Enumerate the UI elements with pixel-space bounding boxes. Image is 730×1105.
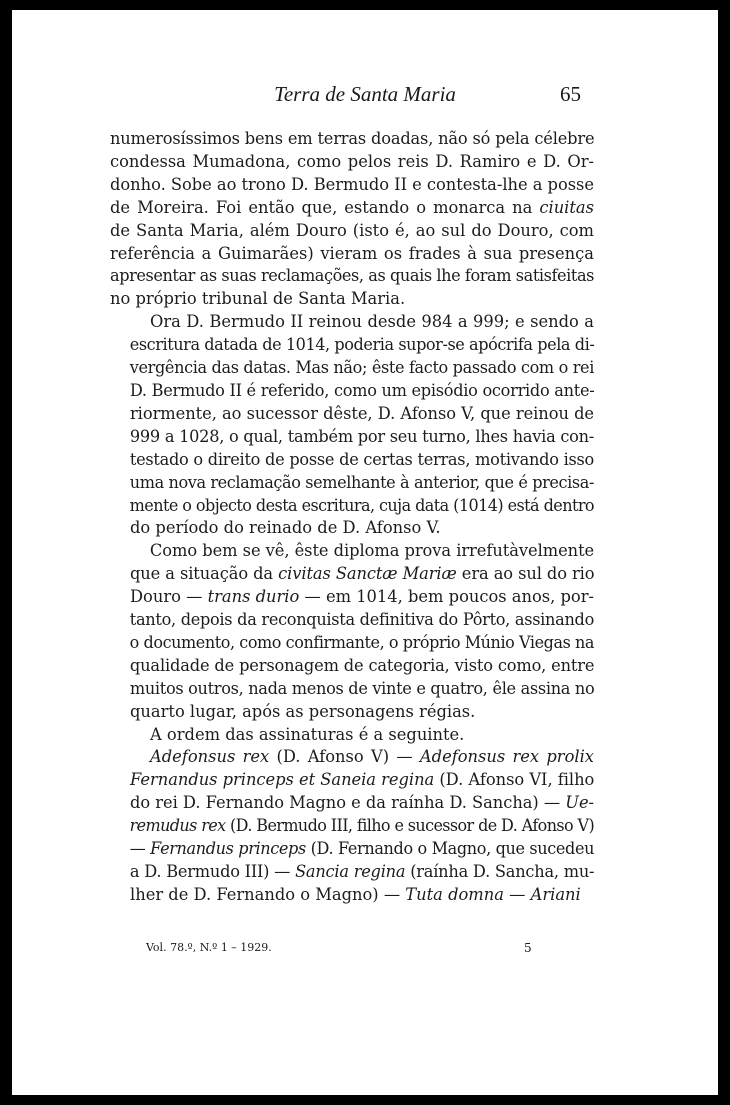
text-line: [110, 265, 594, 288]
text-line: [110, 769, 594, 792]
text-run: quarto lugar, após as personagens régias.: [130, 701, 476, 721]
text-line: [110, 403, 594, 426]
text-run: a D. Bermudo III) —: [129, 862, 296, 881]
text-run: donho. Sobe ao trono D. Bermudo II e contesta-lhe a posse: [110, 174, 594, 194]
text-line: [110, 678, 594, 701]
text-run: —: [129, 839, 151, 859]
text-run: referência a Guimarães) vieram os frades à sua presença: [110, 243, 594, 263]
text-line: [110, 746, 594, 769]
italic-text: Fernandus princeps: [150, 839, 306, 859]
text-run: tanto, depois da reconquista definitiva do Pôrto, assinando: [129, 610, 594, 630]
text-run: no próprio tribunal de Santa Maria.: [110, 289, 406, 309]
text-run: Douro —: [130, 587, 208, 607]
italic-text: Tuta domna: [405, 884, 504, 904]
text-run: Como bem se vê, êste diploma prova irrefutàvelmente: [149, 541, 595, 561]
paragraph: [110, 311, 594, 540]
text-run: uma nova reclamação semelhante à anterior, que é precisa-: [129, 472, 594, 492]
text-run: (D. Fernando o Magno, que sucedeu: [305, 839, 595, 859]
text-line: [110, 838, 594, 861]
text-run: D. Bermudo II é referido, como um episódio ocorrido ante-: [129, 380, 595, 400]
paragraph: [110, 540, 594, 723]
text-run: era ao sul do rio: [456, 564, 595, 584]
volume-signature: Vol. 78.º, N.º 1 – 1929.: [146, 941, 272, 954]
text-line: [110, 151, 594, 174]
text-run: riormente, ao sucessor dêste, D. Afonso V, que reinou de: [129, 403, 594, 423]
text-run: (D. Afonso V) —: [269, 747, 420, 767]
text-run: vergência das datas. Mas não; êste facto passado com o rei: [129, 358, 594, 378]
text-run: que a situação da: [129, 564, 279, 584]
text-run: (D. Afonso VI, filho: [434, 770, 595, 790]
italic-text: ciuitas: [539, 197, 594, 217]
italic-text: remudus rex: [129, 816, 226, 836]
italic-text: trans durio: [207, 587, 300, 607]
text-line: [110, 243, 594, 266]
text-line: [110, 632, 594, 655]
text-run: A ordem das assinaturas é a seguinte.: [150, 724, 465, 744]
text-line: [110, 517, 594, 540]
text-line: [110, 197, 594, 220]
text-run: (raínha D. Sancha, mu-: [405, 862, 595, 881]
text-line: [110, 495, 594, 518]
text-run: o documento, como confirmante, o próprio Múnio Viegas na: [129, 632, 595, 652]
text-run: 999 a 1028, o qual, também por seu turno, lhes havia con-: [129, 426, 594, 446]
text-line: [110, 380, 594, 403]
text-line: [110, 815, 594, 838]
text-run: mente o objecto desta escritura, cuja data (1014) está dentro: [129, 495, 594, 515]
text-line: [110, 884, 594, 907]
text-run: qualidade de personagem de categoria, visto como, entre: [129, 655, 595, 675]
italic-text: Adefonsus rex: [150, 747, 270, 767]
italic-text: Ariani: [530, 884, 581, 904]
text-line: [110, 701, 594, 724]
page-footer: [146, 941, 586, 961]
book-page: [12, 10, 718, 1095]
text-run: muitos outros, nada menos de vinte e quatro, êle assina no: [129, 678, 595, 698]
text-run: testado o direito de posse de certas terras, motivando isso: [129, 449, 594, 469]
text-run: de Moreira. Foi então que, estando o monarca na: [110, 197, 540, 217]
text-line: [110, 220, 594, 243]
text-line: [110, 174, 594, 197]
italic-text: Sancia regina: [295, 862, 406, 881]
text-line: [110, 609, 594, 632]
paragraph: [110, 724, 594, 747]
text-line: [110, 128, 594, 151]
body-text: [110, 128, 594, 907]
sheet-number: 5: [524, 941, 532, 955]
text-line: [110, 311, 594, 334]
italic-text: Adefonsus rex prolix: [419, 747, 594, 767]
paragraph: [110, 128, 594, 311]
text-run: condessa Mumadona, como pelos reis D. Ramiro e D. Or-: [110, 151, 594, 171]
italic-text: civitas Sanctæ Mariæ: [278, 564, 457, 584]
text-run: Ora D. Bermudo II reinou desde 984 a 999; e sendo a: [150, 312, 594, 332]
text-line: [110, 586, 594, 609]
page-header: [12, 80, 718, 110]
text-run: numerosíssimos bens em terras doadas, não só pela célebre: [110, 129, 595, 148]
text-line: [110, 724, 594, 747]
text-run: —: [503, 884, 531, 904]
text-line: [110, 472, 594, 495]
text-line: [110, 288, 594, 311]
page-number: 65: [560, 82, 581, 106]
running-title: Terra de Santa Maria: [274, 82, 456, 106]
text-run: de Santa Maria, além Douro (isto é, ao sul do Douro, com: [110, 220, 594, 240]
text-run: do rei D. Fernando Magno e da raínha D. Sancha) —: [129, 793, 566, 813]
text-run: do período do reinado de D. Afonso V.: [130, 518, 441, 538]
text-line: [110, 861, 594, 884]
text-line: [110, 792, 594, 815]
italic-text: Fernandus princeps et Saneia regina: [130, 770, 435, 790]
text-run: escritura datada de 1014, poderia supor-se apócrifa pela di-: [129, 335, 595, 355]
text-run: (D. Bermudo III, filho e sucessor de D. Afonso V): [225, 816, 595, 836]
text-line: [110, 334, 594, 357]
text-line: [110, 357, 594, 380]
text-line: [110, 563, 594, 586]
text-run: — em 1014, bem poucos anos, por-: [299, 587, 595, 607]
text-line: [110, 426, 594, 449]
paragraph: [110, 746, 594, 906]
text-line: [110, 655, 594, 678]
text-line: [110, 449, 594, 472]
text-run: lher de D. Fernando o Magno) —: [130, 884, 406, 904]
text-run: apresentar as suas reclamações, as quais lhe foram satisfeitas: [110, 266, 594, 286]
text-line: [110, 540, 594, 563]
italic-text: Ue-: [565, 793, 594, 813]
